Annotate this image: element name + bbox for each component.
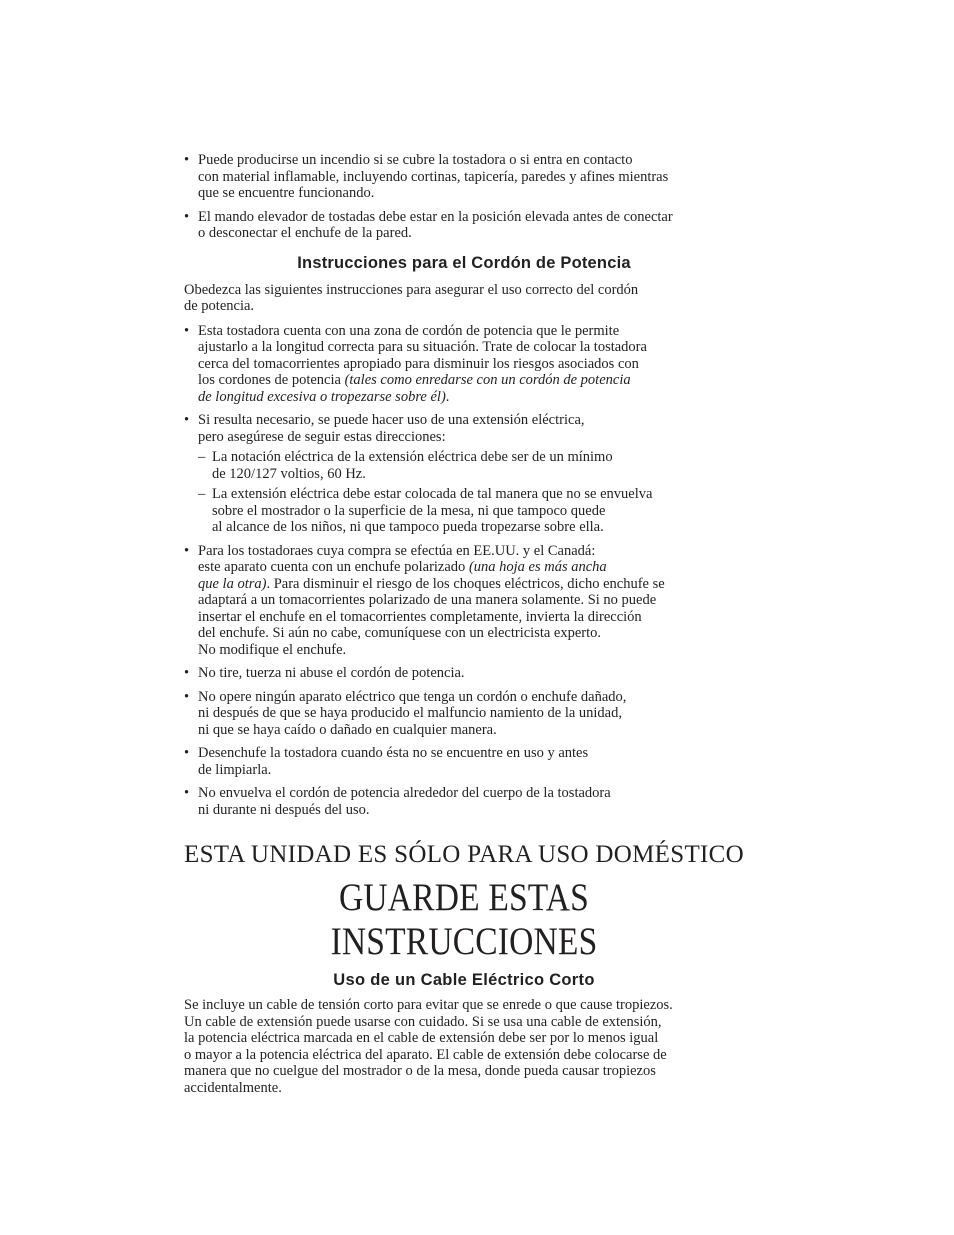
text-line: adaptará a un tomacorrientes polarizado de una manera solamente. Si no puede [198,592,657,608]
text-line: cerca del tomacorrientes apropiado para disminuir los riesgos asociados con [198,355,639,372]
bullet-symbol: • [184,208,190,225]
text-italic: de longitud excesiva o tropezarse sobre él) [198,388,446,405]
text-line: Desenchufe la tostadora cuando ésta no se encuentre en uso y antes [198,745,589,761]
text-line: No envuelva el cordón de potencia alrededor del cuerpo de la tostadora [198,785,611,801]
sub-list-item [184,449,744,482]
text-line: con material inflamable, incluyendo cortinas, tapicería, paredes y afines mientras [198,168,669,185]
short-cord-paragraph [184,997,744,1096]
text-italic: que la otra) [198,575,267,592]
text-line: al alcance de los niños, ni que tampoco pueda tropezarse sobre ella. [212,519,604,535]
text-line: del enchufe. Si aún no cabe, comuníquese con un electricista experto. [198,625,602,641]
bullet-symbol: • [184,665,190,681]
list-item [184,745,744,778]
text-italic: (una hoja es más ancha [468,559,607,575]
bullet-symbol: • [184,542,190,559]
text-line: pero asegúrese de seguir estas direcciones: [198,428,446,445]
text-plain: . [445,388,450,405]
bullet-symbol: • [184,745,190,761]
text-line: La notación eléctrica de la extensión eléctrica debe ser de un mínimo [212,449,613,465]
list-item [184,412,744,445]
text-line: manera que no cuelgue del mostrador o de la mesa, donde pueda causar tropiezos [184,1063,656,1079]
bullet-symbol: • [184,152,190,168]
text-line: El mando elevador de tostadas debe estar en la posición elevada antes de conectar [198,208,673,225]
text-line: la potencia eléctrica marcada en el cable de extensión debe ser por lo menos igual [184,1030,659,1046]
text-line: Un cable de extensión puede usarse con cuidado. Si se usa una cable de extensión, [184,1013,662,1030]
bullet-symbol: • [184,322,190,339]
text-line: Para los tostadoraes cuya compra se efectúa en EE.UU. y el Canadá: [198,542,596,559]
list-item [184,665,744,682]
section-intro [184,282,744,315]
text-line: sobre el mostrador o la superficie de la mesa, ni que tampoco quede [212,502,606,519]
text-line: de limpiarla. [198,761,272,778]
save-instructions-title: GUARDE ESTAS INSTRUCCIONES [330,876,598,963]
text-line: ajustarlo a la longitud correcta para su situación. Trate de colocar la tostadora [198,339,647,355]
text-line: No opere ningún aparato eléctrico que tenga un cordón o enchufe dañado, [198,688,627,705]
text-line: o mayor a la potencia eléctrica del aparato. El cable de extensión debe colocarse de [184,1046,667,1063]
list-item [184,543,744,659]
text-line: accidentalmente. [184,1079,282,1096]
household-use-notice: ESTA UNIDAD ES SÓLO PARA USO DOMÉSTICO [184,841,744,868]
section-heading-short-cord: Uso de un Cable Eléctrico Corto [333,971,595,989]
bullet-symbol: • [184,785,190,801]
text-line: Esta tostadora cuenta con una zona de cordón de potencia que le permite [198,322,620,339]
dash-symbol: – [198,486,206,502]
list-item [184,209,744,242]
text-line: que se encuentre funcionando. [198,185,375,201]
section-heading-power-cord: Instrucciones para el Cordón de Potencia [297,253,631,272]
text-line [198,389,744,406]
bullet-symbol: • [184,688,190,705]
text-line: o desconectar el enchufe de la pared. [198,225,412,241]
list-item [184,152,744,202]
text-plain: los cordones de potencia [198,372,345,388]
text-line: La extensión eléctrica debe estar colocada de tal manera que no se envuelva [212,486,653,502]
document-page [184,152,744,1104]
text-line: ni que se haya caído o dañado en cualquier manera. [198,721,497,738]
text-line: No tire, tuerza ni abuse el cordón de potencia. [198,665,465,681]
dash-symbol: – [198,449,206,465]
text-italic: (tales como enredarse con un cordón de potencia [344,372,631,388]
text-line [198,559,744,576]
list-item [184,785,744,818]
text-plain: este aparato cuenta con un enchufe polarizado [198,559,469,575]
text-line: de 120/127 voltios, 60 Hz. [212,465,366,482]
text-plain: . Para disminuir el riesgo de los choques eléctricos, dicho enchufe se [266,575,665,592]
sub-list-item [184,486,744,536]
text-line: ni después de que se haya producido el malfuncio namiento de la unidad, [198,705,622,721]
text-line: Si resulta necesario, se puede hacer uso de una extensión eléctrica, [198,412,585,428]
list-item [184,689,744,739]
bullet-symbol: • [184,412,190,428]
text-line: ni durante ni después del uso. [198,801,370,818]
text-line [198,372,744,389]
text-line: Obedezca las siguientes instrucciones para asegurar el uso correcto del cordón [184,281,639,298]
list-item [184,323,744,406]
text-line: Puede producirse un incendio si se cubre la tostadora o si entra en contacto [198,152,633,168]
text-line: Se incluye un cable de tensión corto para evitar que se enrede o que cause tropiezos. [184,997,673,1013]
text-line: insertar el enchufe en el tomacorrientes completamente, invierta la dirección [198,608,642,625]
text-line: de potencia. [184,298,255,314]
text-line [198,576,744,593]
text-line: No modifique el enchufe. [198,641,347,658]
